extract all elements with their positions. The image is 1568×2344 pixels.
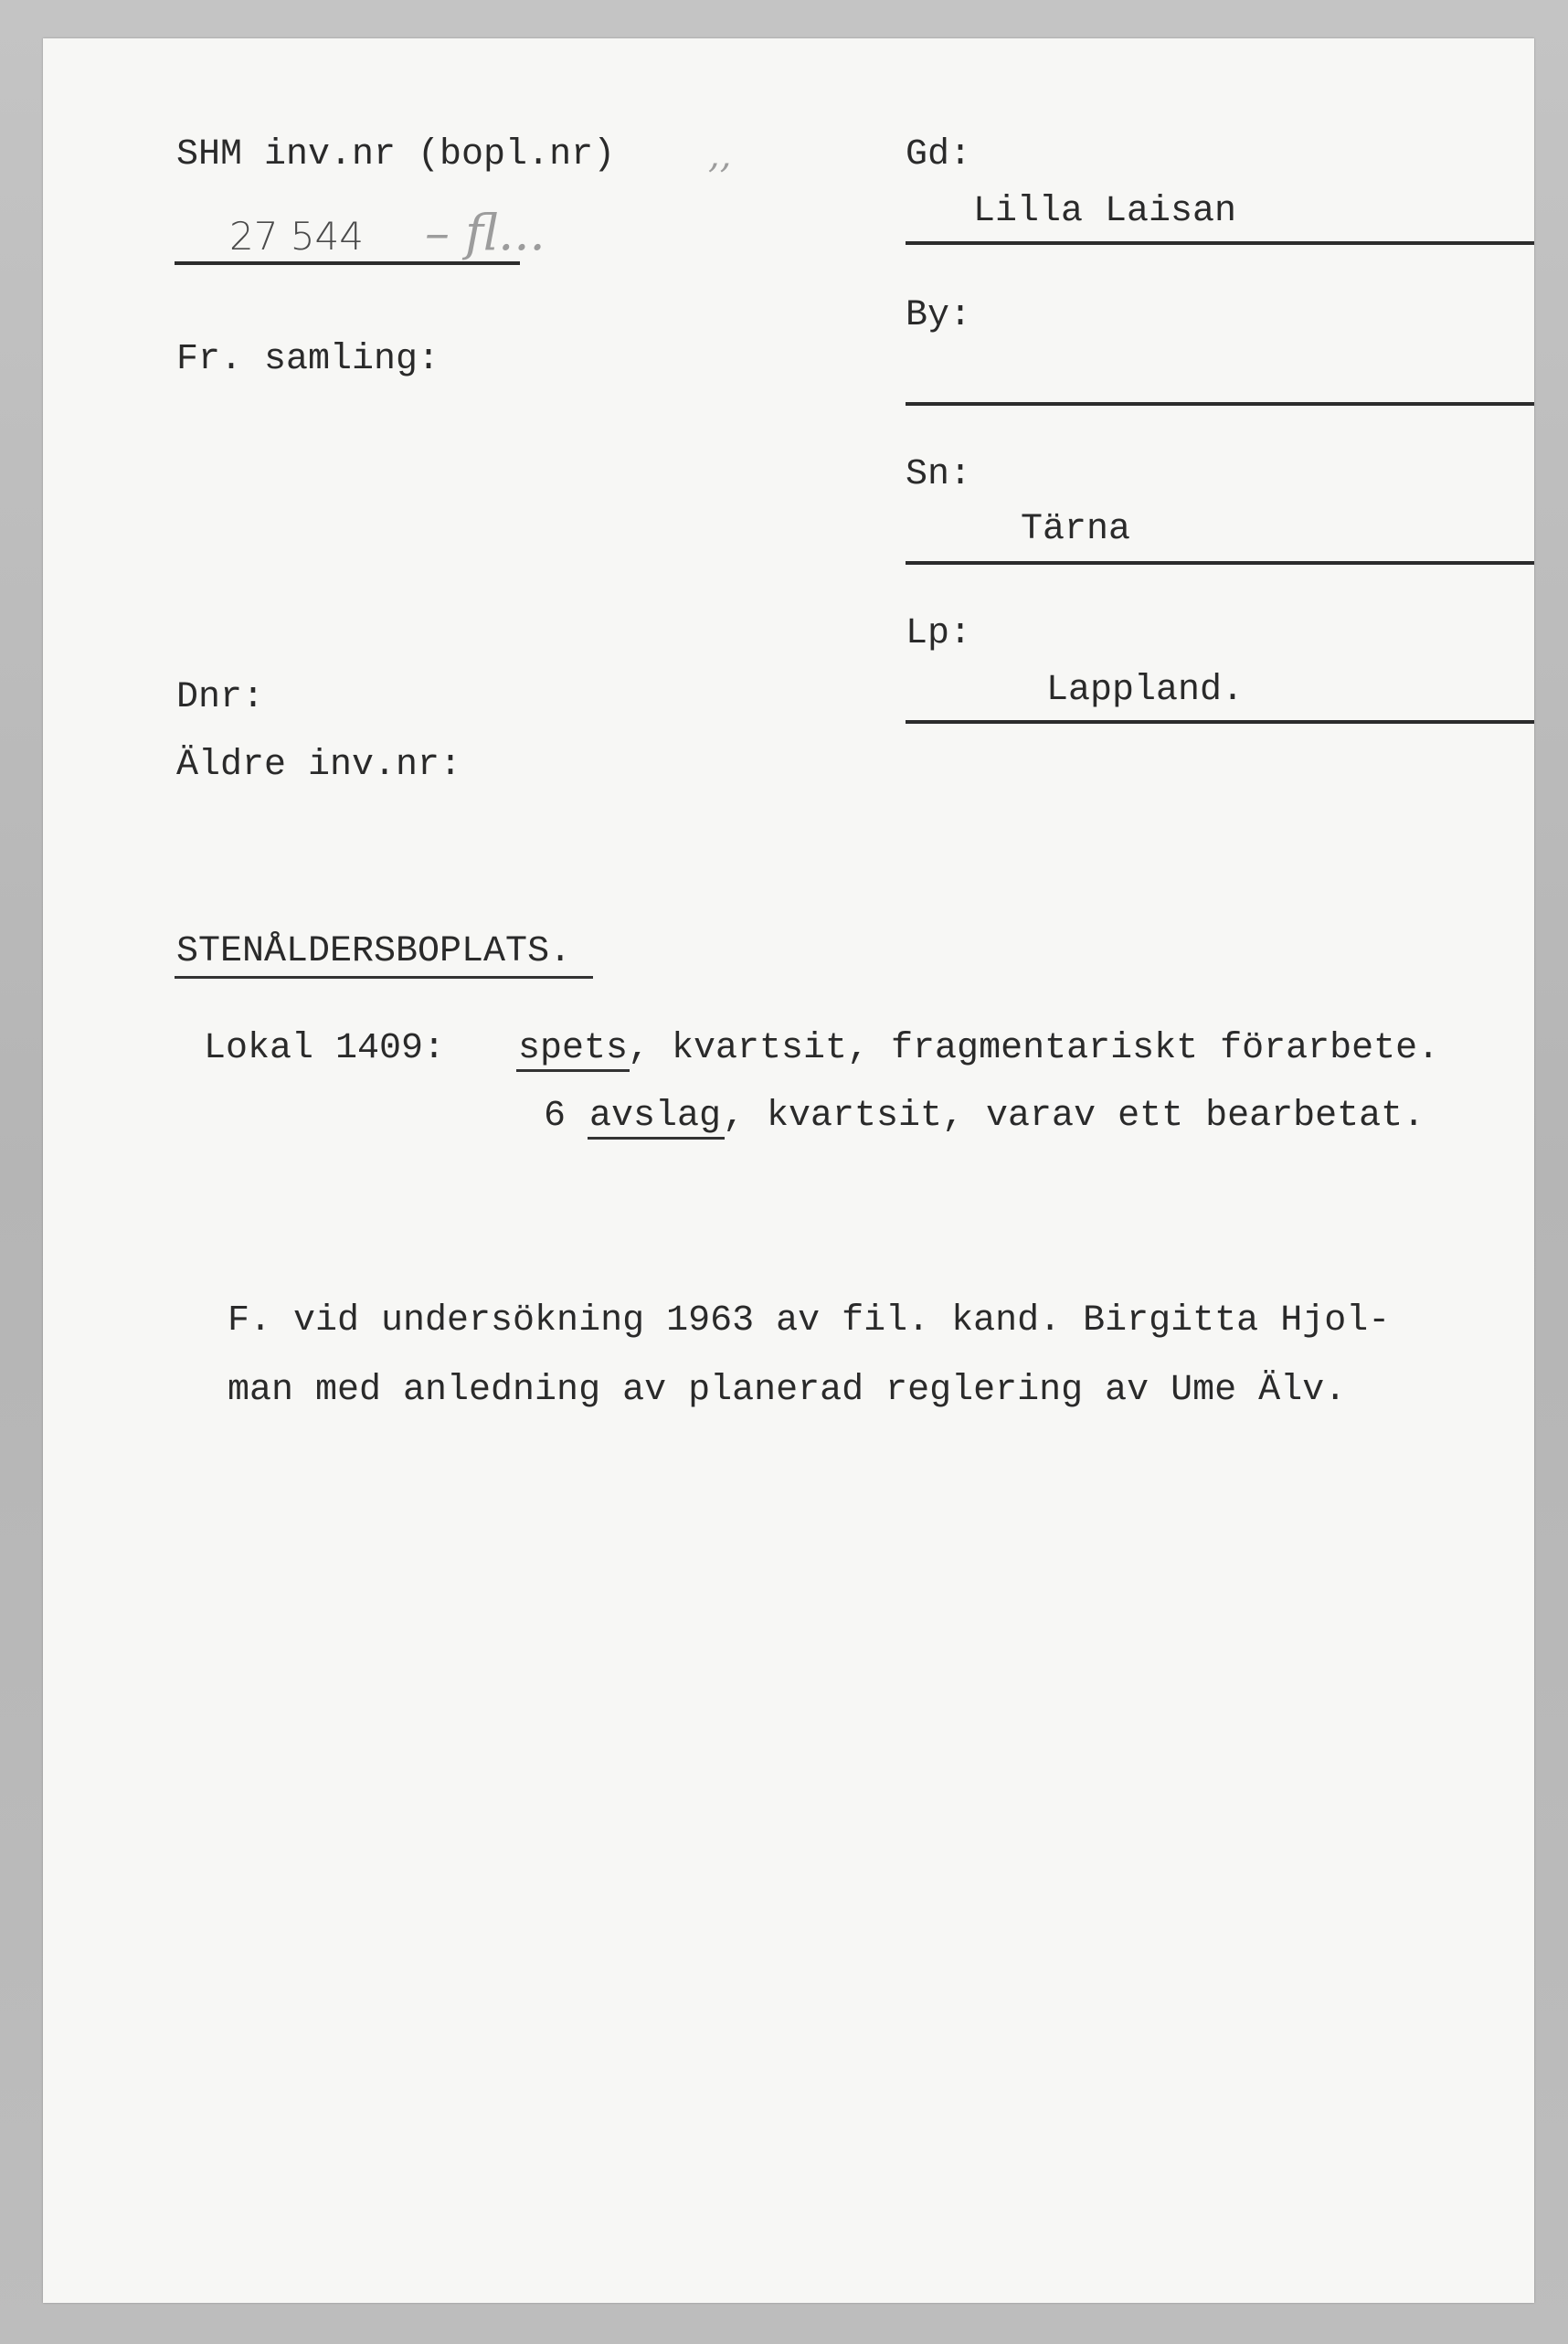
by-label: By: [906,295,972,336]
section-heading: STENÅLDERSBOPLATS. [176,931,572,972]
sn-rule [906,561,1534,565]
gd-value: Lilla Laisan [973,191,1237,232]
note-line-2: man med anledning av planerad reglering av Ume Älv. [228,1370,1347,1411]
item-spets-description: , kvartsit, fragmentariskt förarbete. [628,1028,1440,1069]
lp-rule [906,720,1534,724]
inv-nr-rule [175,261,520,265]
gd-label: Gd: [906,134,972,175]
inv-nr-label: SHM inv.nr (bopl.nr) [176,134,616,175]
heading-underline [175,976,593,979]
gd-rule [906,241,1534,245]
sn-label: Sn: [906,454,972,495]
dnr-label: Dnr: [176,677,265,718]
inv-nr-value: 27 544 [229,214,364,259]
lokal-label: Lokal 1409: [204,1028,446,1069]
lp-value: Lappland. [1046,670,1245,711]
by-rule [906,402,1534,406]
avslag-underline [588,1137,725,1140]
catalog-card [43,38,1534,2303]
samling-label: Fr. samling: [176,339,440,380]
pencil-quote-mark: ,, [708,134,732,176]
pencil-annotation: – fl... [425,204,546,261]
avslag-count: 6 [544,1096,567,1137]
item-avslag-description: , kvartsit, varav ett bearbetat. [723,1096,1425,1137]
lp-label: Lp: [906,613,972,654]
note-line-1: F. vid undersökning 1963 av fil. kand. Birgitta Hjol- [228,1300,1391,1342]
item-avslag: avslag [589,1096,722,1137]
item-spets: spets [518,1028,629,1069]
sn-value: Tärna [1021,509,1131,550]
spets-underline [516,1069,630,1072]
aldre-inv-label: Äldre inv.nr: [176,745,462,786]
